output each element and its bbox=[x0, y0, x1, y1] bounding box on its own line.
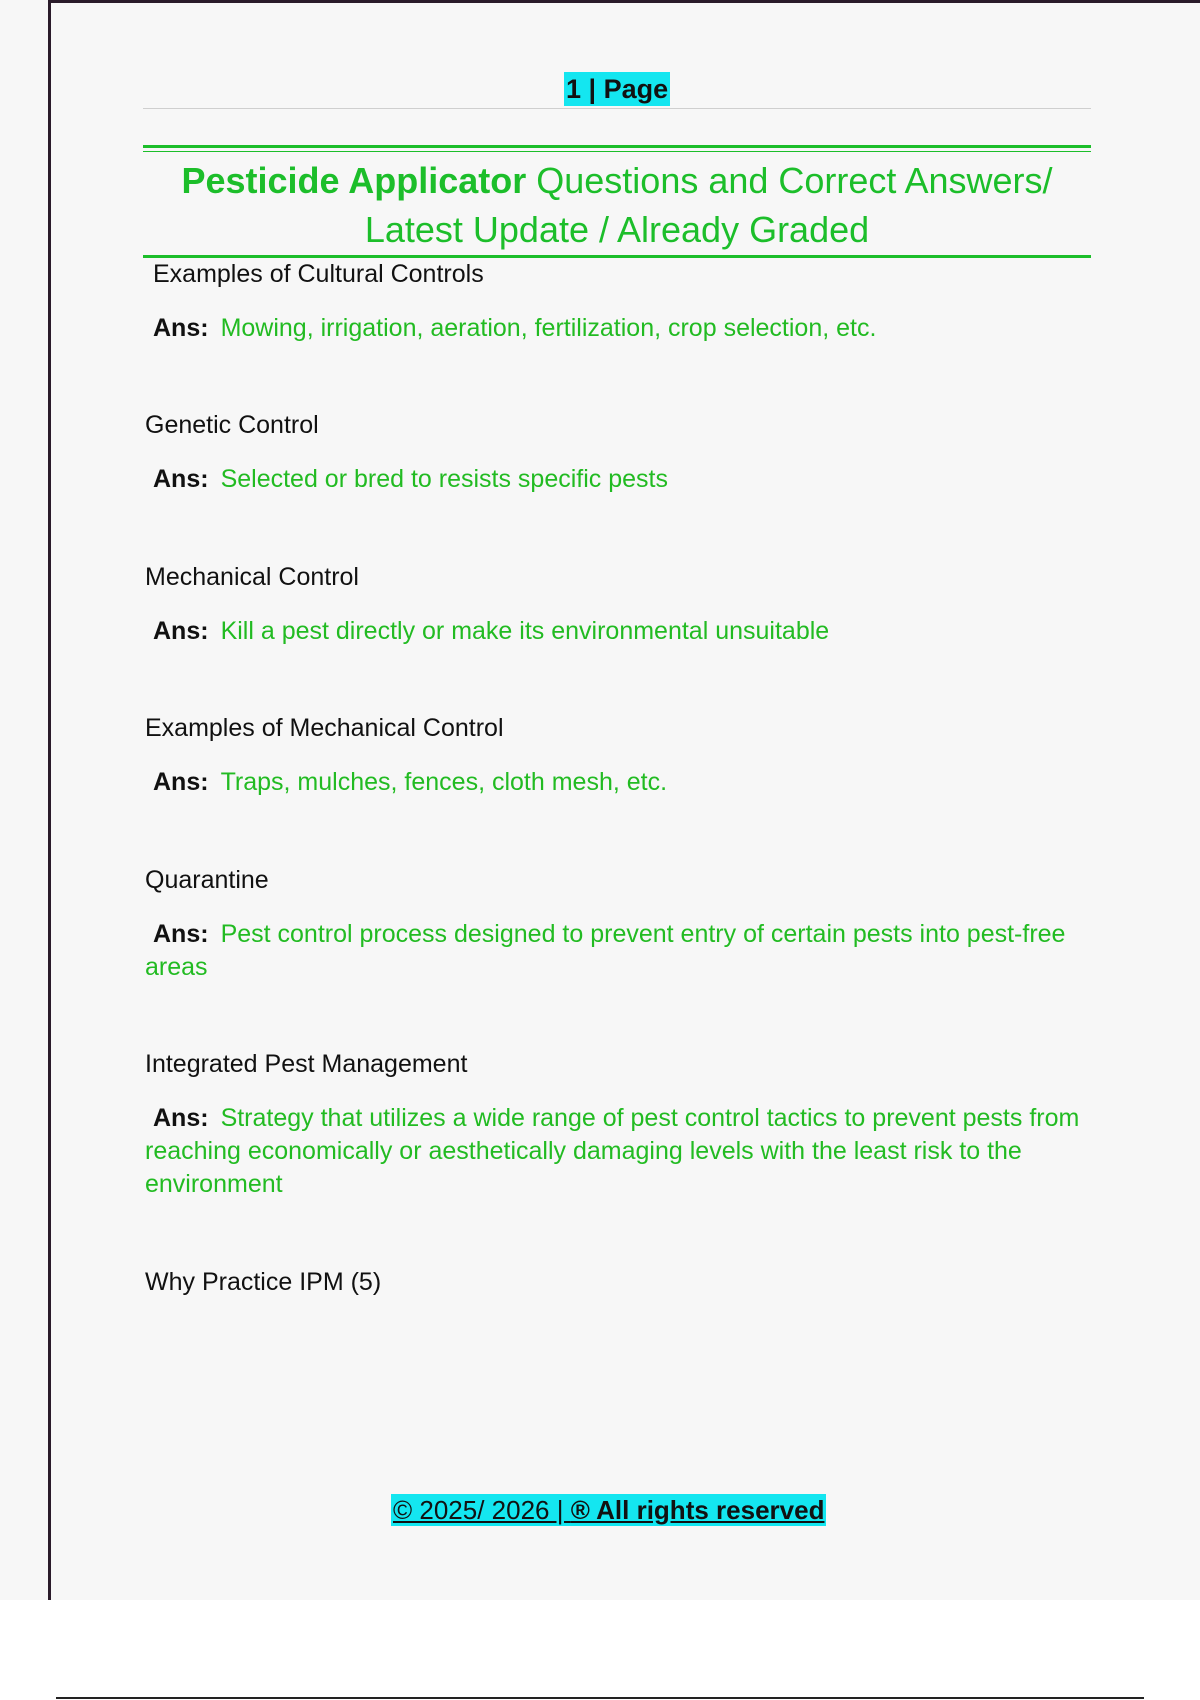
question: Quarantine bbox=[145, 866, 269, 894]
question: Integrated Pest Management bbox=[145, 1050, 468, 1078]
bottom-divider bbox=[56, 1697, 1144, 1699]
title-top-rule-thin bbox=[143, 151, 1091, 152]
answer-label: Ans: bbox=[153, 1104, 209, 1132]
answer-text: Selected or bred to resists specific pests bbox=[220, 465, 668, 493]
footer-rights: ® All rights reserved bbox=[570, 1495, 825, 1525]
answer-text: Traps, mulches, fences, cloth mesh, etc. bbox=[220, 768, 668, 796]
answer bbox=[145, 1102, 1085, 1201]
qa-item bbox=[145, 1266, 1085, 1298]
answer-label: Ans: bbox=[153, 768, 209, 796]
question: Examples of Cultural Controls bbox=[153, 260, 484, 288]
qa-item bbox=[145, 864, 1085, 984]
answer-label: Ans: bbox=[153, 617, 209, 645]
title-bold: Pesticide Applicator bbox=[181, 160, 527, 201]
answer bbox=[145, 463, 1085, 496]
header-divider bbox=[143, 108, 1091, 109]
question: Mechanical Control bbox=[145, 563, 359, 591]
question: Examples of Mechanical Control bbox=[145, 714, 504, 742]
answer-text: Kill a pest directly or make its environmental unsuitable bbox=[220, 617, 830, 645]
answer-label: Ans: bbox=[153, 920, 209, 948]
answer bbox=[145, 918, 1085, 984]
question: Genetic Control bbox=[145, 411, 319, 439]
qa-item bbox=[145, 409, 1085, 496]
answer-label: Ans: bbox=[153, 465, 209, 493]
answer bbox=[145, 312, 1085, 345]
qa-item bbox=[145, 258, 1085, 345]
footer-years: © 2025/ 2026 | bbox=[393, 1495, 571, 1525]
page-left-border bbox=[48, 0, 51, 1600]
page-number: 1 | Page bbox=[566, 74, 669, 104]
title-top-rule bbox=[143, 145, 1091, 148]
answer-text: Strategy that utilizes a wide range of pest control tactics to prevent pests from reaching economically or aesthetically damaging levels with the least risk to the environment bbox=[145, 1104, 1080, 1198]
page-top-border bbox=[48, 0, 1200, 3]
answer-text: Mowing, irrigation, aeration, fertilization, crop selection, etc. bbox=[220, 314, 877, 342]
answer bbox=[145, 766, 1085, 799]
copyright-footer bbox=[391, 1494, 826, 1526]
question: Why Practice IPM (5) bbox=[145, 1268, 382, 1296]
title-rest: Questions and Correct Answers/ Latest Update / Already Graded bbox=[364, 160, 1053, 250]
qa-item bbox=[145, 1048, 1085, 1201]
qa-item bbox=[145, 561, 1085, 648]
document-title bbox=[143, 156, 1091, 254]
answer bbox=[145, 615, 1085, 648]
answer-label: Ans: bbox=[153, 314, 209, 342]
answer-text: Pest control process designed to prevent entry of certain pests into pest-free areas bbox=[145, 920, 1066, 981]
qa-item bbox=[145, 712, 1085, 799]
